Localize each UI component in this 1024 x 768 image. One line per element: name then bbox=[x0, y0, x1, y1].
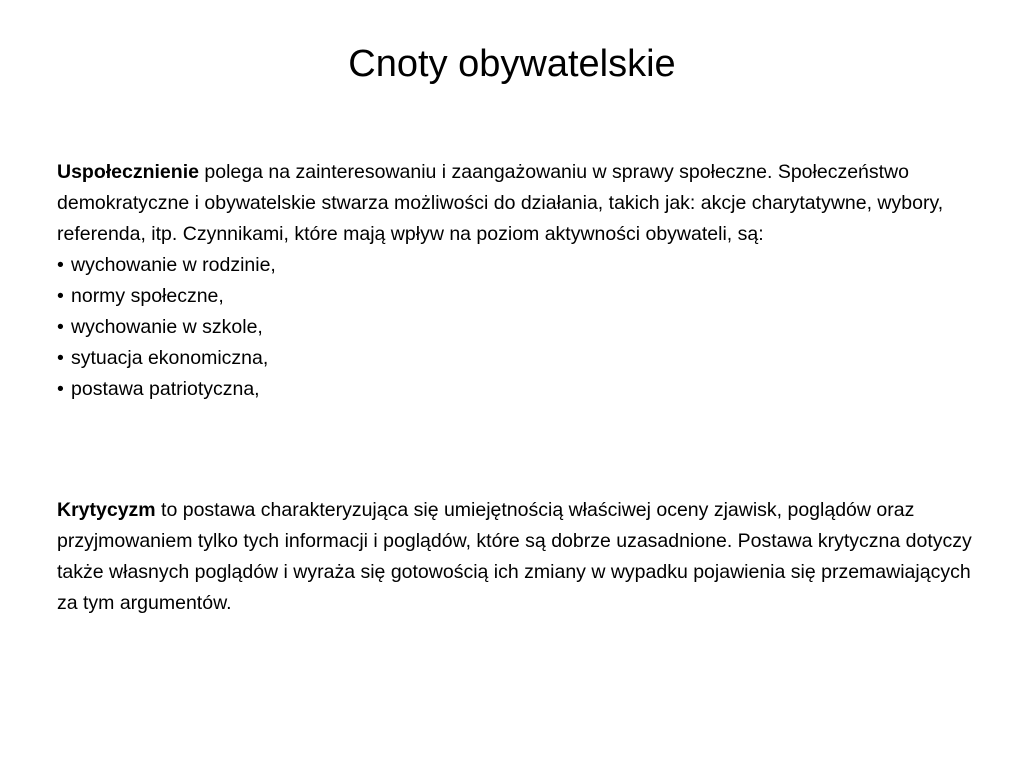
list-item: • sytuacja ekonomiczna, bbox=[57, 343, 987, 374]
krytycyzm-definition: to postawa charakteryzująca się umiejętnością właściwej oceny zjawisk, poglądów oraz przyjmowaniem tylko tych informacji i poglądów, które są dobrze uzasadnione. Postawa krytyczna dotyczy także własnych poglądów i wyraża się gotowością ich zmiany w wypadku pojawienia się przemawiających za tym argumentów. bbox=[57, 499, 972, 614]
bullet-icon: • bbox=[57, 347, 64, 369]
krytycyzm-term: Krytycyzm bbox=[57, 499, 156, 521]
krytycyzm-section bbox=[57, 495, 987, 619]
bullet-icon: • bbox=[57, 316, 64, 338]
slide-title: Cnoty obywatelskie bbox=[348, 43, 676, 85]
list-item: • wychowanie w rodzinie, bbox=[57, 250, 987, 281]
bullet-icon: • bbox=[57, 378, 64, 400]
factors-list bbox=[57, 250, 987, 405]
uspolecznienie-term: Uspołecznienie bbox=[57, 161, 199, 183]
bullet-icon: • bbox=[57, 285, 64, 307]
list-item: • normy społeczne, bbox=[57, 281, 987, 312]
list-item: • postawa patriotyczna, bbox=[57, 374, 987, 405]
bullet-icon: • bbox=[57, 254, 64, 276]
uspolecznienie-section bbox=[57, 157, 987, 405]
uspolecznienie-definition: polega na zainteresowaniu i zaangażowaniu w sprawy społeczne. Społeczeństwo demokratyczne i obywatelskie stwarza możliwości do działania, takich jak: akcje charytatywne, wybory, referenda, itp. Czynnikami, które mają wpływ na poziom aktywności obywateli, są: bbox=[57, 161, 944, 245]
list-item: • wychowanie w szkole, bbox=[57, 312, 987, 343]
